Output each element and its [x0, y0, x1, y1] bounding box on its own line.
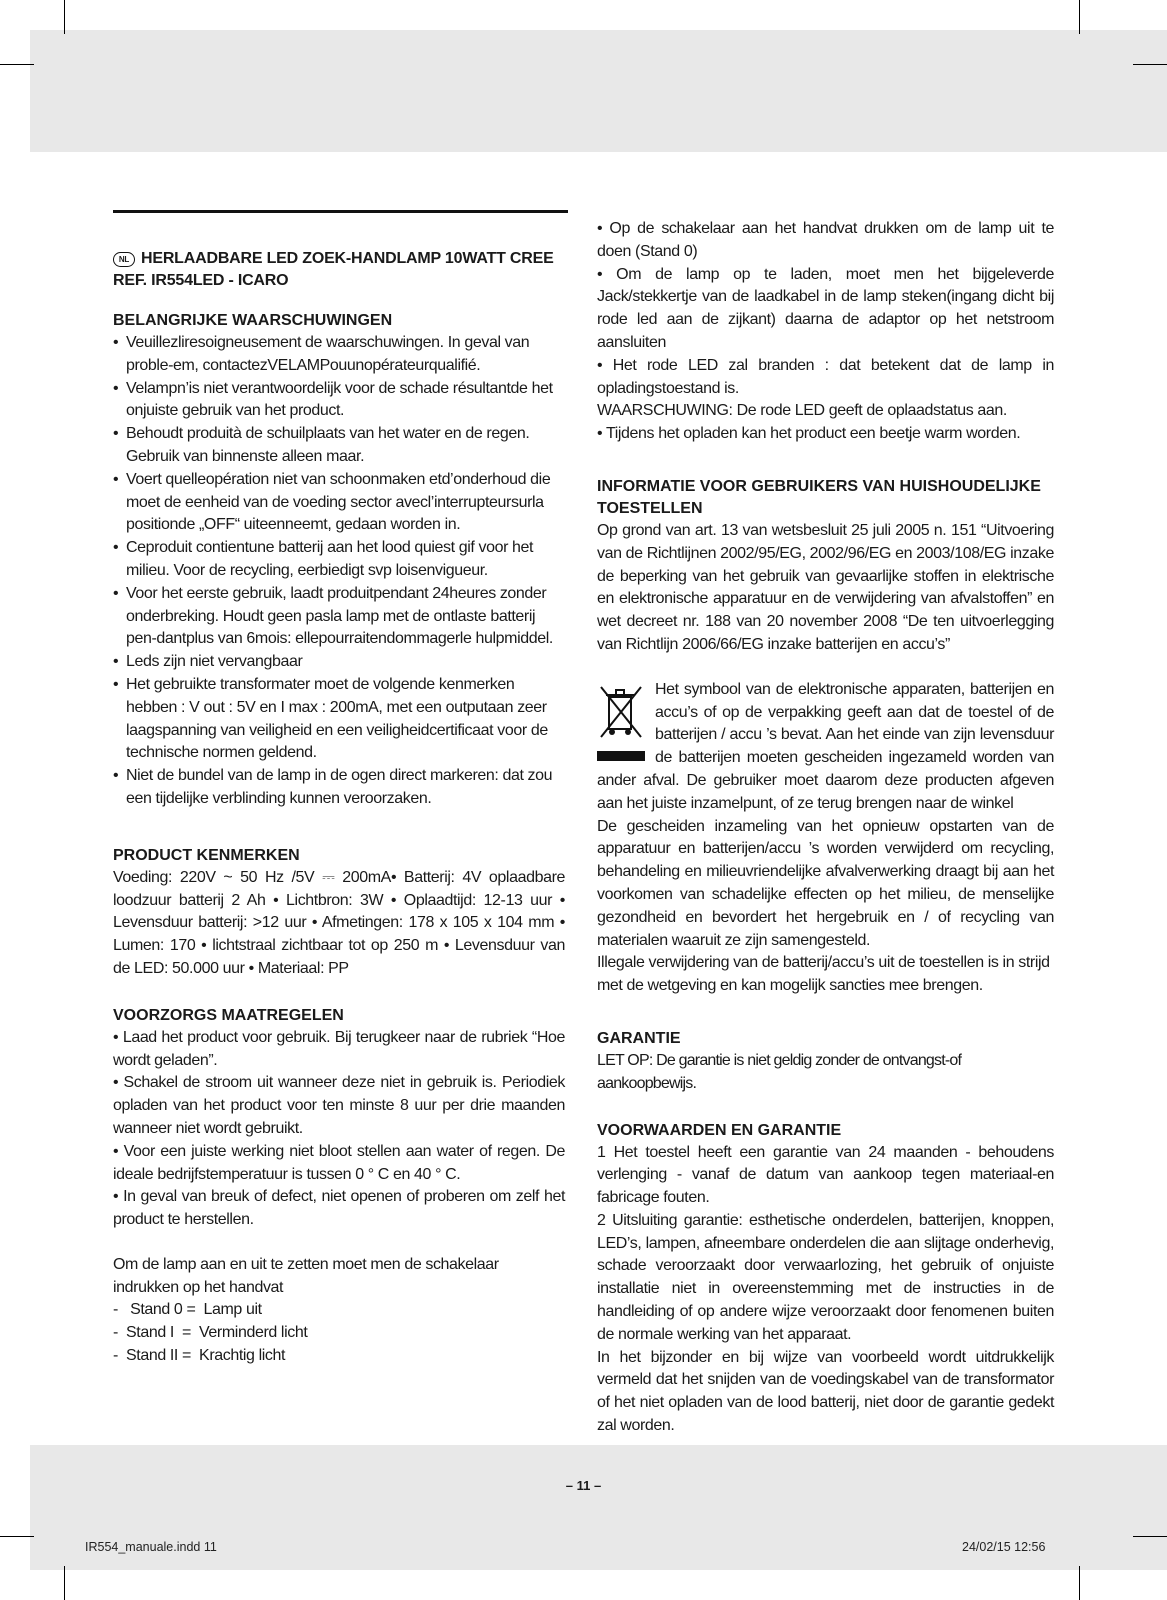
crop-mark	[64, 0, 65, 34]
warning-item: • Ceproduit contientune batterij aan het lood quiest gif voor het milieu. Voor de recycling, eerbiedigt svp loisenvigueur.	[113, 537, 565, 583]
voorwaarden-p2: 2 Uitsluiting garantie: esthetische onderdelen, batterijen, knoppen, LED’s, lampen, afneembare onderdelen die aan slijtage onderhevig, schade veroorzaakt door verwaarlozing, het gebruik of onjuiste installatie niet in overeenstemming met de instructies in de handleiding of op andere wijze veroorzaakt door fenomenen buiten de normale werking van het apparaat.	[597, 1211, 1054, 1343]
warning-item: • Behoudt produità de schuilplaats van het water en de regen. Gebruik van binnenste alleen maar.	[113, 423, 565, 469]
voorwaarden-p3: In het bijzonder en bij wijze van voorbeeld wordt uitdrukkelijk vermeld dat het snijden van de voedingskabel van de transformator of het niet opladen van de lood batterij, niet door de garantie gedekt zal worden.	[597, 1348, 1054, 1435]
warning-item: • Het gebruikte transformater moet de volgende kenmerken hebben : V out : 5V en I max : 200mA, met een outputaan zeer laagspanning van veiligheid en een veiligheidcertificaat voor de technische normen geldend.	[113, 674, 565, 765]
info-heading-line-1: INFORMATIE VOOR GEBRUIKERS VAN HUISHOUDELIJKE	[597, 477, 1041, 495]
switch-position-item: - Stand 0 = Lamp uit	[113, 1301, 262, 1319]
switch-position-item: - Stand I = Verminderd licht	[113, 1324, 308, 1342]
illegal-disposal-text: Illegale verwijdering van de batterij/accu’s uit de toestellen is in strijd met de wetgeving en kan mogelijk sancties mee brengen.	[597, 954, 1050, 995]
header-band	[30, 30, 1167, 152]
recycling-text: De gescheiden inzameling van het opnieuw opstarten van de apparatuur en batterijen/accu ’s worden verwijderd om recycling, behandeling en milieuvriendelijke afvalverwerking draagt bij aan het voorkomen van schadelijke effecten op het milieu, de menselijke gezondheid en bevordert het hergebruik en / of recycling van materialen waaruit ze zijn samengesteld.	[597, 817, 1054, 949]
warning-item: • Veuillezliresoigneusement de waarschuwingen. In geval van proble-em, contactezVELAMPouunopérateurqualifié.	[113, 332, 565, 378]
info-heading	[597, 476, 1054, 520]
warnings-heading: BELANGRIJKE WAARSCHUWINGEN	[113, 312, 393, 329]
crop-mark	[1133, 1536, 1167, 1537]
garantie-text: LET OP: De garantie is niet geldig zonder de ontvangst-of aankoopbewijs.	[597, 1051, 962, 1092]
crop-mark	[1079, 0, 1080, 34]
charging-item: • Tijdens het opladen kan het product een beetje warm worden.	[597, 425, 1021, 443]
switch-positions	[113, 1299, 565, 1367]
charging-item: • Om de lamp op te laden, moet men het bijgeleverde Jack/stekkertje van de laadkabel in de lamp steken(ingang dicht bij rode led aan de zijkant) daarna de adaptor op het netstroom aansluiten	[597, 265, 1054, 351]
warning-item: • Niet de bundel van de lamp in de ogen direct markeren: dat zou een tijdelijke verblinding kunnen veroorzaken.	[113, 765, 565, 811]
warnings-list	[113, 332, 565, 811]
product-specs: Voeding: 220V ~ 50 Hz /5V ⎓ 200mA• Batterij: 4V oplaadbare loodzuur batterij 2 Ah • Lichtbron: 3W • Oplaadtijd: 12-13 uur • Levensduur batterij: >12 uur • Afmetingen: 178 x 105 x 104 mm • Lumen: 170 • lichtstraal zichtbaar tot op 250 m • Levensduur van de LED: 50.000 uur • Materiaal: PP	[113, 868, 565, 977]
crop-mark	[64, 1566, 65, 1600]
weee-text: Het symbool van de elektronische apparaten, batterijen en accu’s of op de verpakking geeft aan dat de toestel of de batterijen / accu ’s bevat. Aan het einde van zijn levensduur de batterijen moeten gescheiden ingezameld worden van ander afval. De gebruiker moet daarom deze producten afgeven aan het juiste inzamelpunt, of ze terug brengen naar de winkel	[597, 680, 1054, 812]
precautions-heading: VOORZORGS MAATREGELEN	[113, 1006, 344, 1024]
language-badge: NL	[113, 252, 135, 267]
garantie-heading: GARANTIE	[597, 1029, 681, 1047]
crop-mark	[0, 1536, 34, 1537]
charging-item: WAARSCHUWING: De rode LED geeft de oplaadstatus aan.	[597, 402, 1007, 420]
precaution-item: • Laad het product voor gebruik. Bij terugkeer naar de rubriek “Hoe wordt geladen”.	[113, 1028, 565, 1069]
title-rule	[113, 210, 568, 213]
footer-filename: IR554_manuale.indd 11	[85, 1540, 217, 1554]
warning-item: • Voert quelleopération niet van schoonmaken etd’onderhoud die moet de eenheid van de voeding sector avecl’interrupteursurla positionde „OFF“ uiteenneemt, gedaan worden in.	[113, 469, 565, 537]
left-column	[113, 310, 565, 1368]
page-number: – 11 –	[565, 1478, 602, 1493]
warning-item: • Voor het eerste gebruik, laadt produitpendant 24heures zonder onderbreking. Houdt geen pasla lamp met de ontlaste batterij pen-dantplus van 6mois: ellepourraitendommagerle hulpmiddel.	[113, 583, 565, 651]
title-line-2: REF. IR554LED - ICARO	[113, 272, 289, 289]
switch-position-item: - Stand II = Krachtig licht	[113, 1347, 286, 1365]
charging-instructions	[597, 218, 1054, 446]
charging-item: • Het rode LED zal branden : dat betekent dat de lamp in opladingstoestand is.	[597, 356, 1054, 397]
voorwaarden-p1: 1 Het toestel heeft een garantie van 24 maanden - behoudens verlenging - vanaf de datum van aankoop tegen materiaal-en fabricage fouten.	[597, 1143, 1054, 1207]
voorwaarden-heading: VOORWAARDEN EN GARANTIE	[597, 1121, 842, 1139]
crop-mark	[1079, 1566, 1080, 1600]
precaution-item: • Schakel de stroom uit wanneer deze niet in gebruik is. Periodiek opladen van het product voor ten minste 8 uur per drie maanden wanneer niet wordt gebruikt.	[113, 1074, 565, 1137]
info-text: Op grond van art. 13 van wetsbesluit 25 juli 2005 n. 151 “Uitvoering van de Richtlijnen 2002/95/EG, 2002/96/EG en 2003/108/EG inzake de beperking van het gebruik van gevaarlijke stoffen in elektrische en elektronische apparatuur en de verwijdering van afvalstoffen” en wet decreet nr. 188 van 20 november 2008 “De ten uitvoerlegging van Richtlijn 2006/66/EG inzake batterijen en accu’s”	[597, 521, 1054, 653]
crop-mark	[1133, 64, 1167, 65]
crop-mark	[0, 64, 34, 65]
charging-item: • Op de schakelaar aan het handvat drukken om de lamp uit te doen (Stand 0)	[597, 220, 1054, 260]
title-line-1: HERLAADBARE LED ZOEK-HANDLAMP 10WATT CREE	[141, 250, 554, 267]
switch-intro: Om de lamp aan en uit te zetten moet men de schakelaar indrukken op het handvat	[113, 1255, 499, 1296]
product-heading: PRODUCT KENMERKEN	[113, 846, 300, 864]
right-column	[597, 218, 1054, 1438]
precaution-item: • Voor een juiste werking niet bloot stellen aan water of regen. De ideale bedrijfstemperatuur is tussen 0 ° C en 40 ° C.	[113, 1142, 565, 1183]
info-heading-line-2: TOESTELLEN	[597, 499, 703, 517]
precautions-text	[113, 1027, 565, 1232]
precaution-item: • In geval van breuk of defect, niet openen of proberen om zelf het product te herstellen.	[113, 1188, 565, 1229]
warning-item: • Velampn’is niet verantwoordelijk voor de schade résultantde het onjuiste gebruik van het product.	[113, 378, 565, 424]
document-title	[113, 248, 568, 292]
footer-timestamp: 24/02/15 12:56	[962, 1540, 1046, 1554]
warning-item: • Leds zijn niet vervangbaar	[113, 651, 565, 674]
weee-bin-icon	[597, 683, 645, 763]
